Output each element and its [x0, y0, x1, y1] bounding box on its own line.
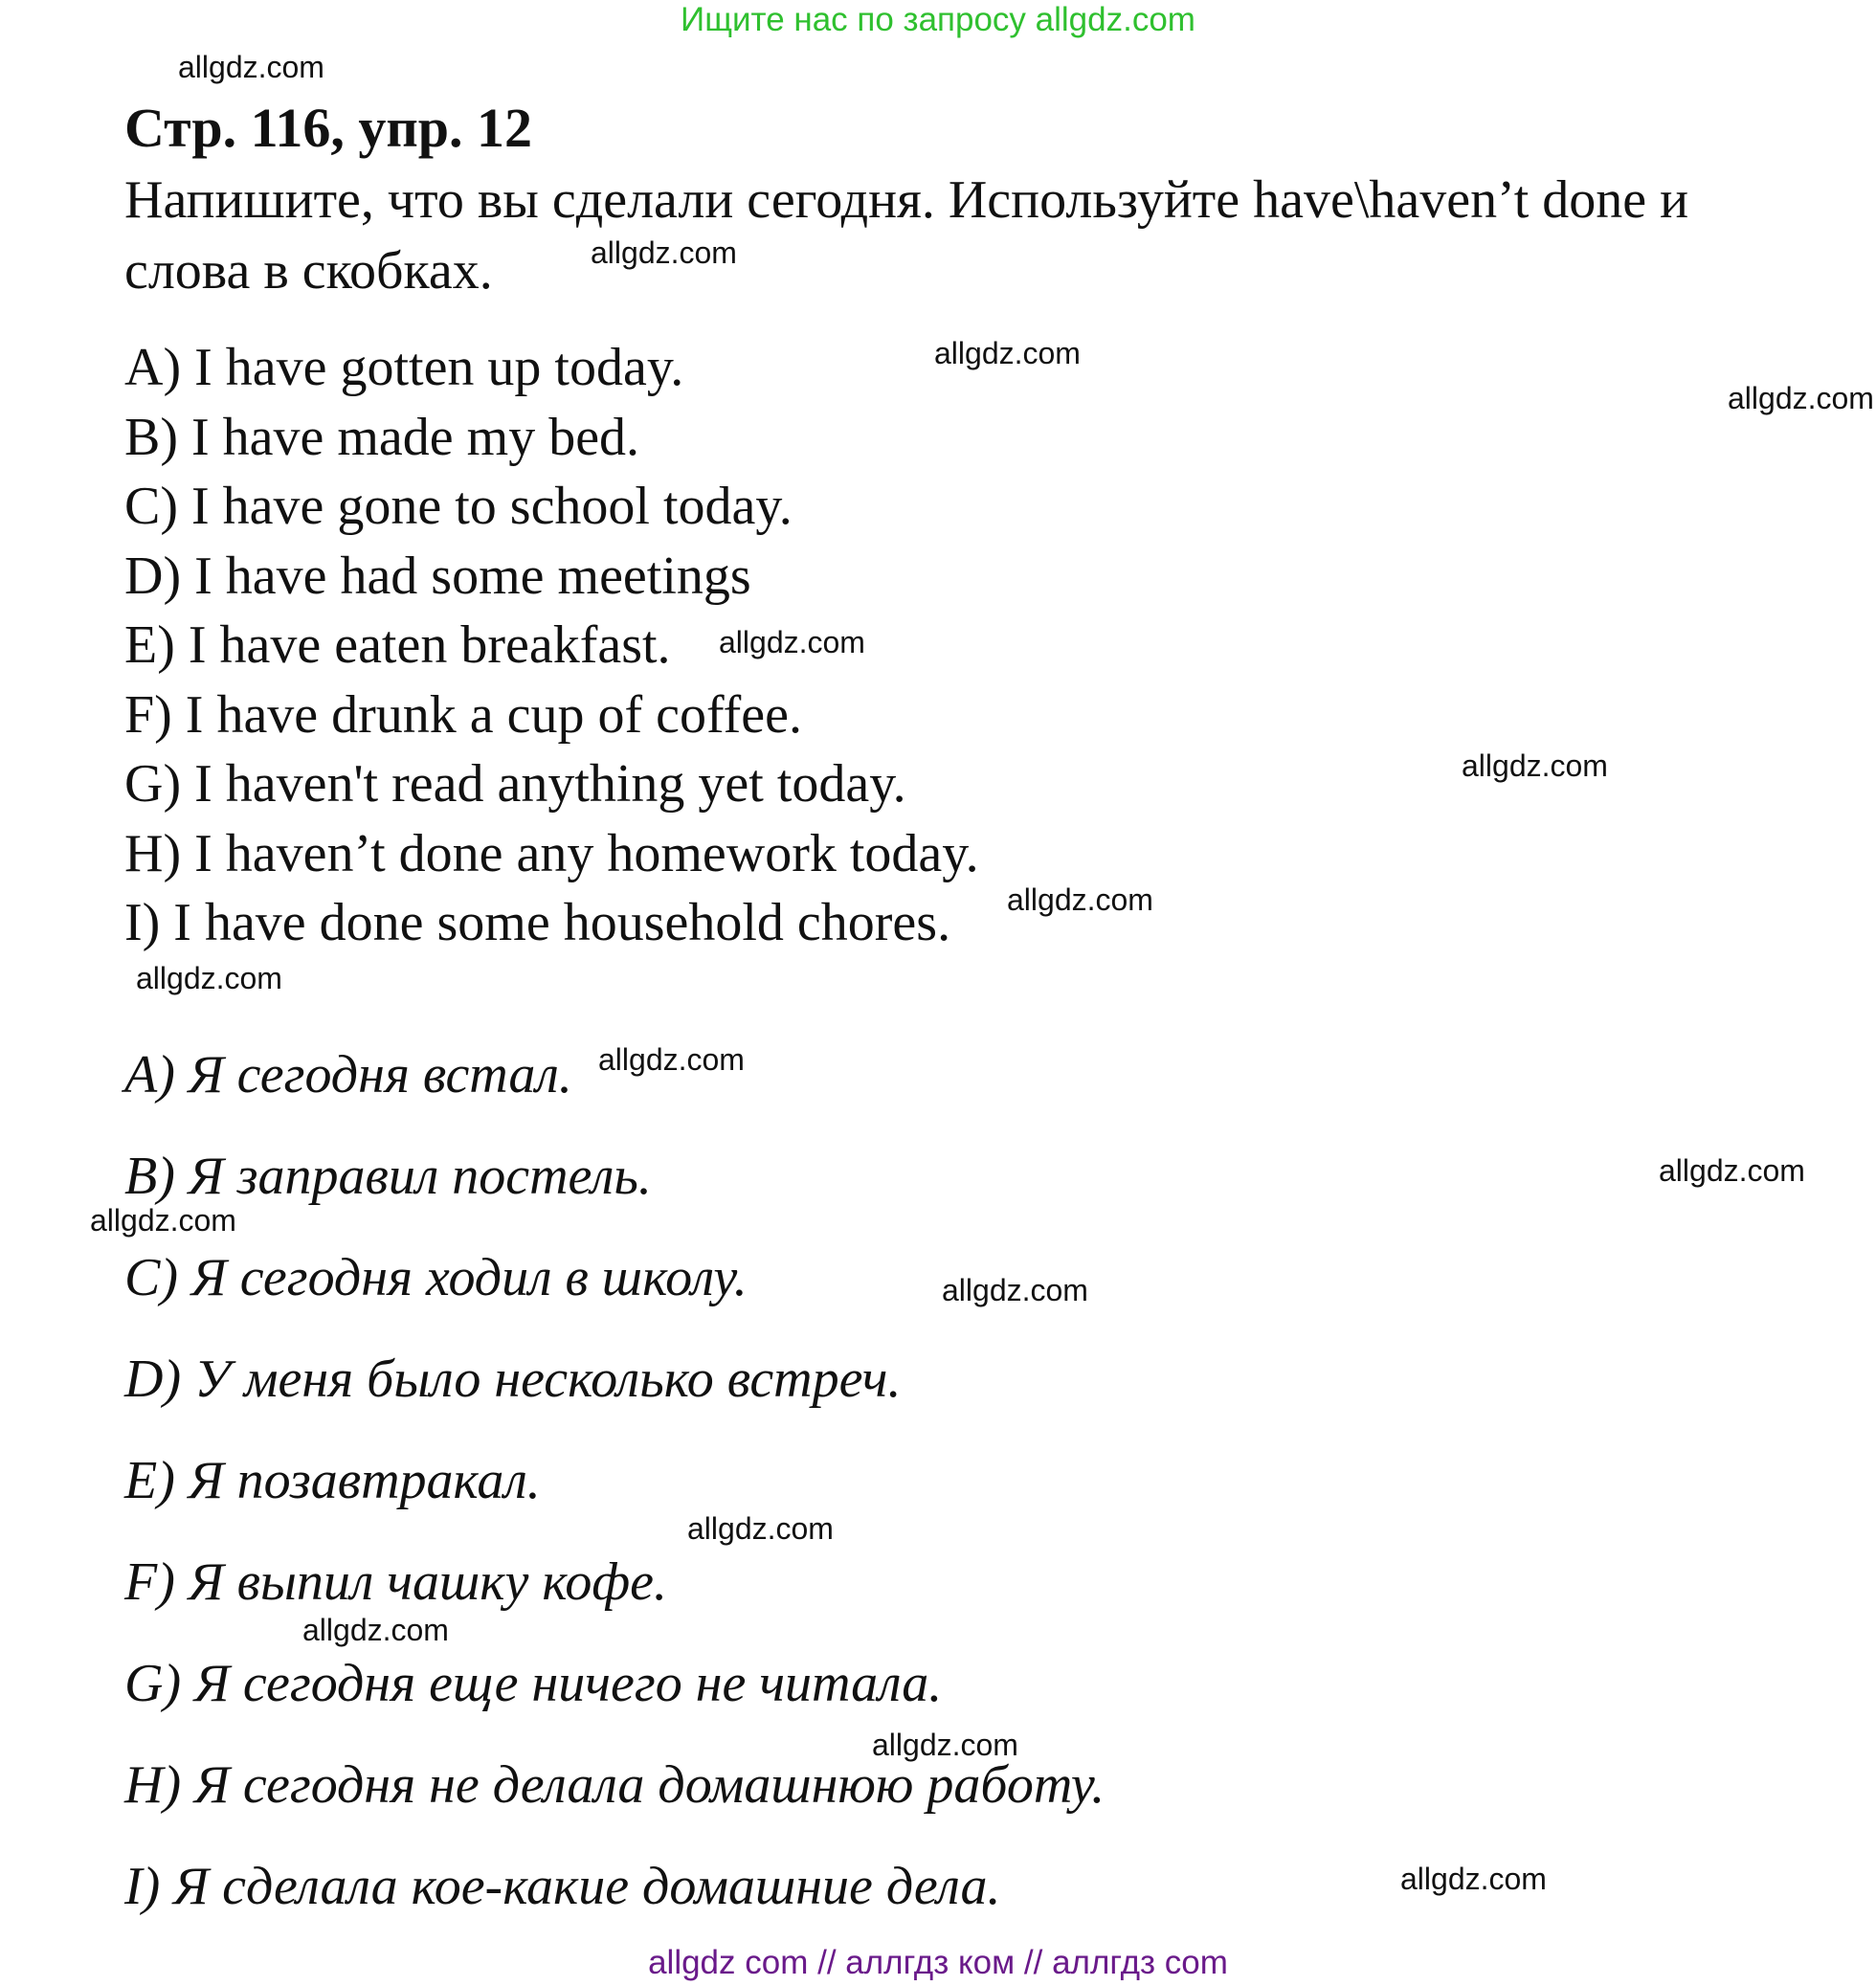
answer-b: B) I have made my bed. [124, 407, 640, 467]
watermark: allgdz.com [872, 1728, 1018, 1762]
translation-d: D) У меня было несколько встреч. [124, 1350, 902, 1409]
watermark: allgdz.com [934, 336, 1081, 370]
translation-c: C) Я сегодня ходил в школу. [124, 1248, 748, 1307]
watermark: allgdz.com [1462, 748, 1608, 783]
translation-a: A) Я сегодня встал. [124, 1045, 572, 1105]
answer-a: A) I have gotten up today. [124, 338, 684, 397]
answer-f: F) I have drunk a cup of coffee. [124, 684, 803, 745]
watermark: allgdz.com [591, 235, 737, 270]
watermark: allgdz.com [90, 1203, 236, 1238]
watermark: allgdz.com [719, 625, 865, 659]
watermark: allgdz.com [1007, 882, 1153, 917]
page-heading: Стр. 116, упр. 12 [124, 97, 533, 159]
answer-c: C) I have gone to school today. [124, 477, 793, 536]
translation-f: F) Я выпил чашку кофе. [124, 1552, 668, 1612]
answer-g: G) I haven't read anything yet today. [124, 754, 906, 814]
answer-e: E) I have eaten breakfast. [124, 615, 671, 675]
translation-b: B) Я заправил постель. [124, 1147, 652, 1206]
watermark: allgdz.com [302, 1613, 449, 1647]
watermark: allgdz.com [1728, 381, 1874, 415]
translation-i: I) Я сделала кое-какие домашние дела. [124, 1857, 1001, 1916]
answer-h: H) I haven’t done any homework today. [124, 823, 979, 883]
translations-list [124, 1024, 1105, 1937]
translation-g: G) Я сегодня еще ничего не читала. [124, 1654, 943, 1713]
translation-e: E) Я позавтракал. [124, 1451, 541, 1510]
answer-i: I) I have done some household chores. [124, 893, 951, 952]
translation-h: H) Я сегодня не делала домашнюю работу. [124, 1755, 1106, 1815]
exercise-instruction: Напишите, что вы сделали сегодня. Используйте have\haven’t done и слова в скобках. [124, 170, 1689, 301]
footer-links[interactable]: allgdz com // аллгдз ком // аллгдз com [648, 1944, 1228, 1981]
watermark: allgdz.com [598, 1042, 745, 1077]
watermark: allgdz.com [942, 1273, 1088, 1307]
watermark: allgdz.com [687, 1511, 834, 1546]
watermark: allgdz.com [136, 961, 282, 995]
search-banner[interactable]: Ищите нас по запросу allgdz.com [681, 1, 1195, 38]
watermark: allgdz.com [178, 50, 324, 84]
watermark: allgdz.com [1659, 1153, 1805, 1188]
answer-d: D) I have had some meetings [124, 546, 751, 606]
watermark: allgdz.com [1400, 1862, 1547, 1896]
